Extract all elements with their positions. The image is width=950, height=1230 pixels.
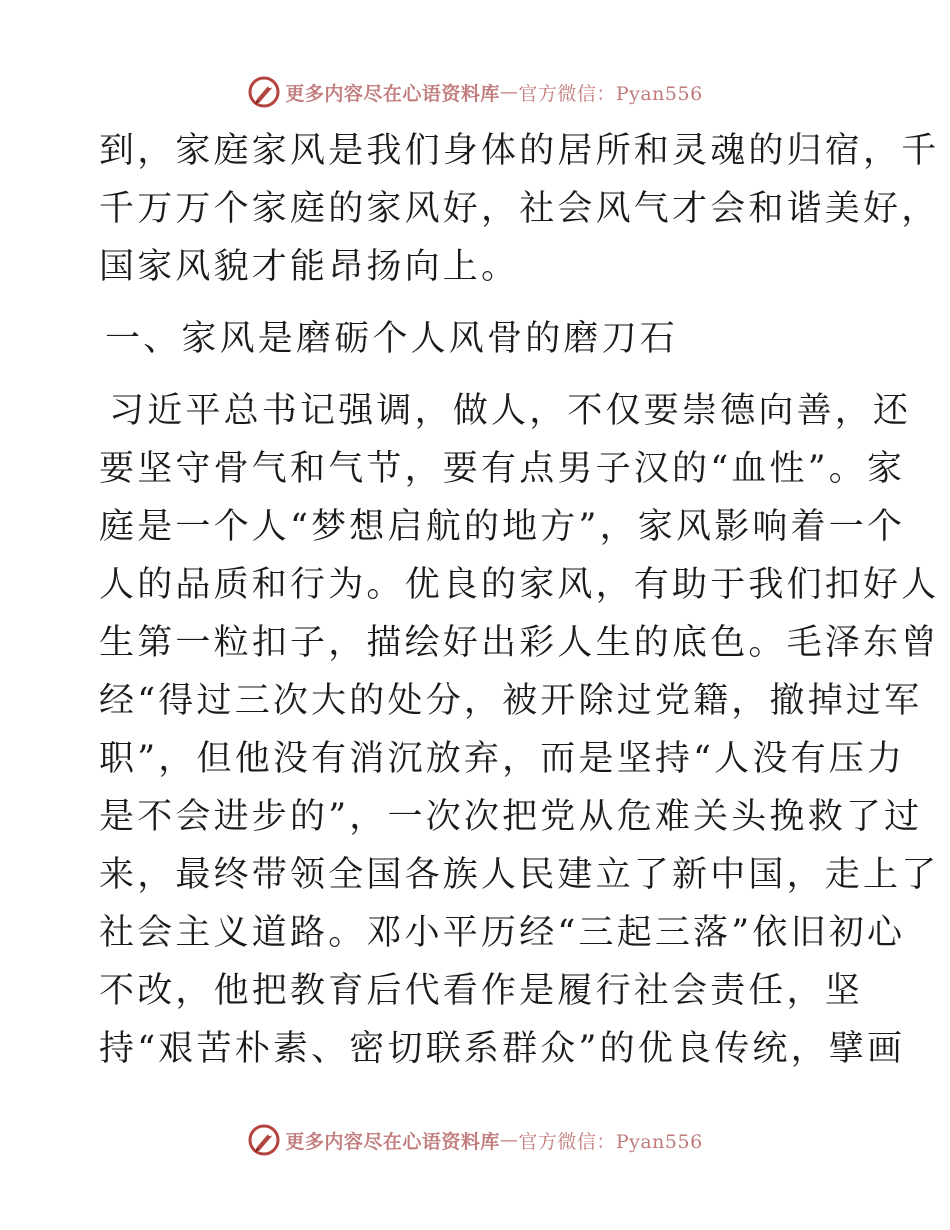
paragraph-line: 千万万个家庭的家风好，社会风气才会和谐美好， [99, 189, 940, 229]
paragraph-line: 持“艰苦朴素、密切联系群众”的优良传统，擘画 [99, 1029, 906, 1069]
watermark-separator: — [499, 1129, 519, 1151]
paragraph-line: 到，家庭家风是我们身体的居所和灵魂的归宿，千 [99, 131, 940, 171]
paragraph-line: 是不会进步的”，一次次把党从危难关头挽救了过 [99, 797, 923, 837]
paragraph-line: 生第一粒扣子，描绘好出彩人生的底色。毛泽东曾 [99, 623, 940, 663]
pen-logo-icon [247, 1123, 281, 1157]
watermark-main-text: 更多内容尽在心语资料库 [285, 82, 500, 105]
watermark-sub-text: 官方微信：Pyan556 [518, 82, 703, 105]
paragraph-line: 国家风貌才能昂扬向上。 [99, 247, 520, 287]
paragraph-line: 要坚守骨气和气节，要有点男子汉的“血性”。家 [99, 449, 906, 489]
header-watermark [0, 70, 950, 114]
watermark-separator: — [499, 81, 519, 103]
section-heading: 一、家风是磨砺个人风骨的磨刀石 [105, 319, 679, 359]
paragraph-line: 人的品质和行为。优良的家风，有助于我们扣好人 [99, 565, 940, 605]
footer-watermark [0, 1118, 950, 1162]
watermark-main-text: 更多内容尽在心语资料库 [285, 1130, 500, 1153]
watermark-sub-text: 官方微信：Pyan556 [518, 1130, 703, 1153]
paragraph-line: 庭是一个人“梦想启航的地方”，家风影响着一个 [99, 507, 906, 547]
paragraph-line: 职”，但他没有消沉放弃，而是坚持“人没有压力 [99, 739, 906, 779]
pen-logo-icon [247, 75, 281, 109]
paragraph-line: 社会主义道路。邓小平历经“三起三落”依旧初心 [99, 913, 906, 953]
paragraph-line: 经“得过三次大的处分，被开除过党籍，撤掉过军 [99, 681, 923, 721]
paragraph-line: 来，最终带领全国各族人民建立了新中国，走上了 [99, 855, 940, 895]
paragraph-line: 习近平总书记强调，做人，不仅要崇德向善，还 [109, 391, 912, 431]
paragraph-line: 不改，他把教育后代看作是履行社会责任，坚 [99, 971, 864, 1011]
document-body [99, 122, 940, 1078]
